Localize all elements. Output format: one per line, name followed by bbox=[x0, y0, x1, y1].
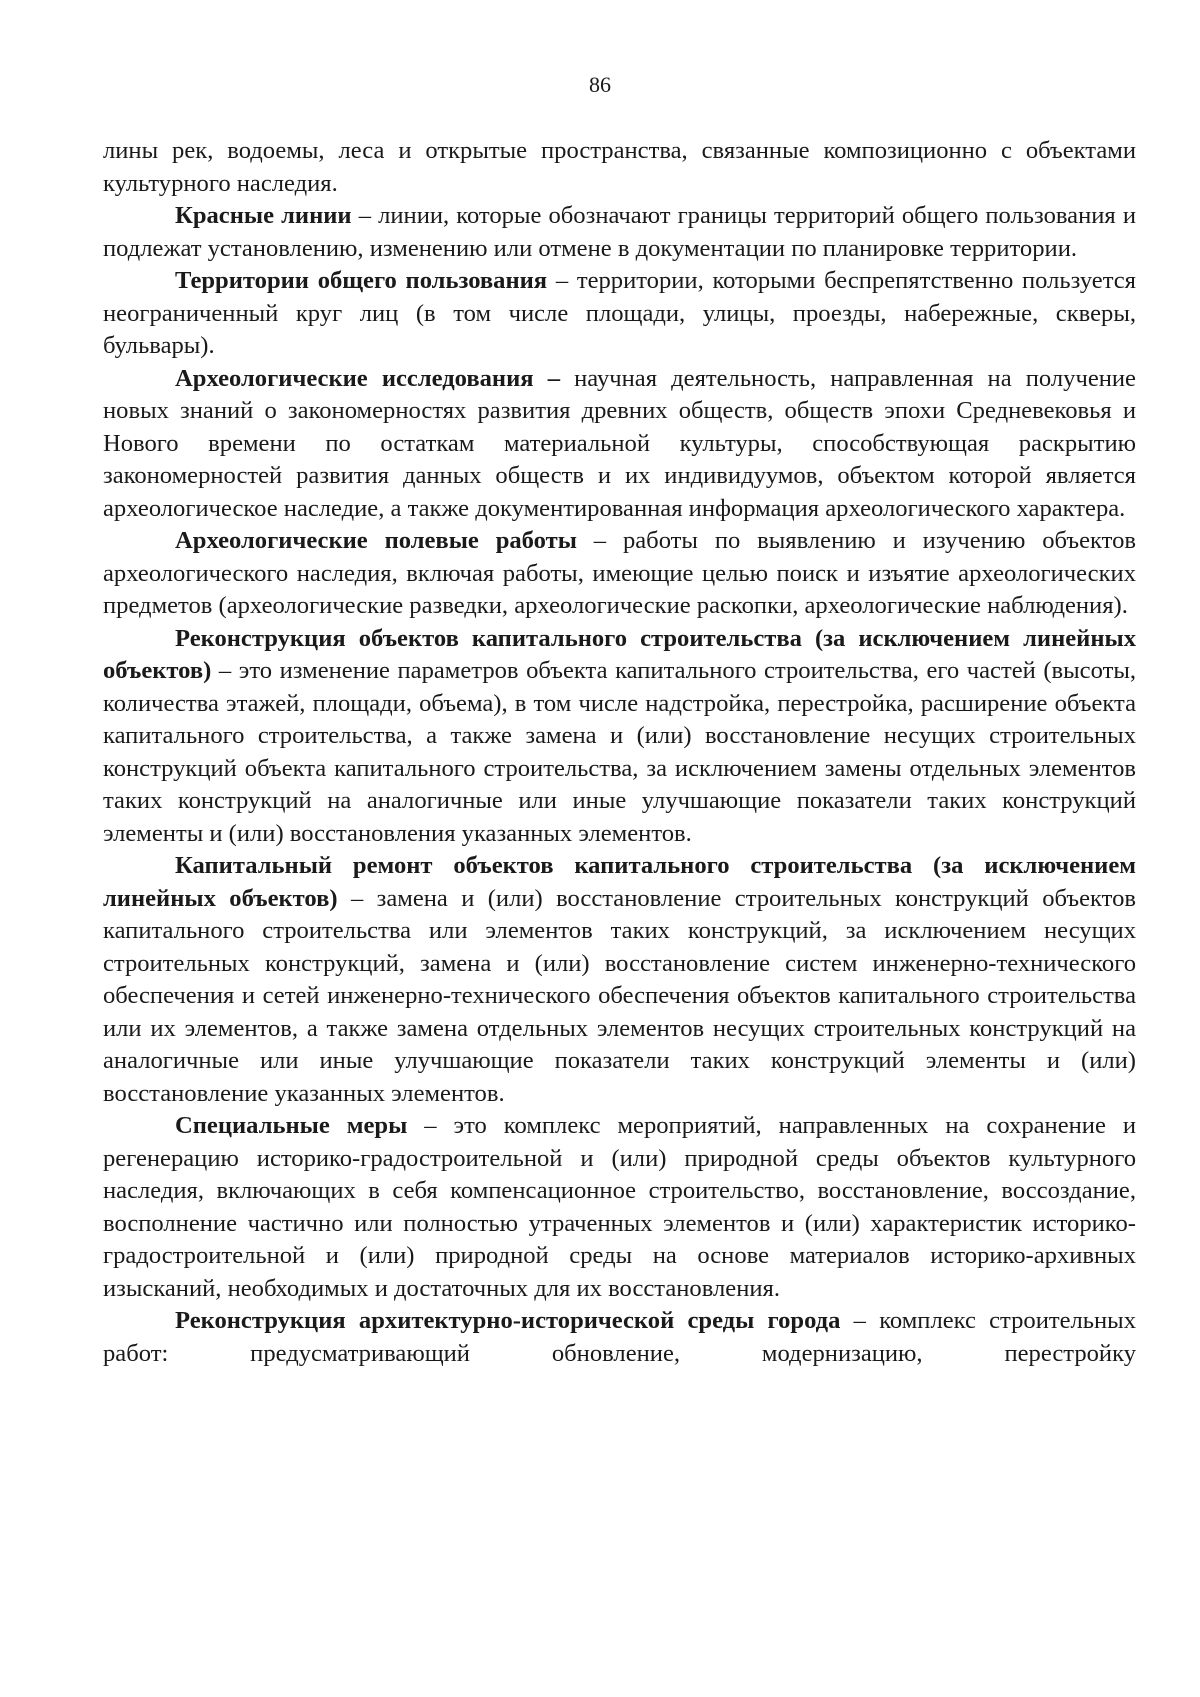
paragraph-term: Капитальный ремонт объектов капитального строительства (за исключением линейных объектов) bbox=[103, 852, 1136, 912]
paragraph-text: – это изменение параметров объекта капитального строительства, его частей (высоты, количества этажей, площади, объема), в том числе надстройка, перестройка, расширение объекта капитального строительства, а также замена и (или) восстановление несущих строительных конструкций объекта капитального строительства, за исключением замены отдельных элементов таких конструкций на аналогичные или иные улучшающие показатели таких конструкций элементы и (или) восстановления указанных элементов. bbox=[103, 657, 1136, 847]
paragraph-text: – замена и (или) восстановление строительных конструкций объектов капитального строительства или элементов таких конструкций, за исключением несущих строительных конструкций, замена и (или) восстановление систем инженерно-технического обеспечения и сетей инженерно-технического обеспечения объектов капитального строительства или их элементов, а также замена отдельных элементов несущих строительных конструкций на аналогичные или иные улучшающие показатели таких конструкций элементы и (или) восстановление указанных элементов. bbox=[103, 884, 1136, 1107]
paragraph-term: Специальные меры bbox=[175, 1112, 408, 1139]
paragraph-reconstruction bbox=[103, 623, 1136, 851]
paragraph-archaeological-research bbox=[103, 363, 1136, 526]
paragraph-term: Археологические полевые работы bbox=[175, 527, 577, 554]
paragraph-text: – комплекс строительных работ: предусматривающий обновление, модернизацию, перестройку bbox=[103, 1307, 1137, 1367]
paragraph-text: – территории, которыми беспрепятственно пользуется неограниченный круг лиц (в том числе площади, улицы, проезды, набережные, скверы, бульвары). bbox=[103, 267, 1136, 359]
paragraph-term: Археологические исследования – bbox=[175, 364, 560, 392]
paragraph-term: Красные линии bbox=[175, 202, 352, 229]
paragraph-red-lines bbox=[103, 200, 1136, 265]
paragraph-text: лины рек, водоемы, леса и открытые пространства, связанные композиционно с объектами культурного наследия. bbox=[103, 137, 1136, 197]
paragraph-text: – это комплекс мероприятий, направленных на сохранение и регенерацию историко-градостроительной и (или) природной среды объектов культурного наследия, включающих в себя компенсационное строительство, восстановление, воссоздание, восполнение частично или полностью утраченных элементов и (или) характеристик историко-градостроительной и (или) природной среды на основе материалов историко-архивных изысканий, необходимых и достаточных для их восстановления. bbox=[103, 1112, 1136, 1302]
paragraph-continuation bbox=[103, 135, 1136, 200]
paragraph-term: Реконструкция архитектурно-исторической среды города bbox=[175, 1307, 841, 1334]
paragraph-city-environment-reconstruction bbox=[103, 1305, 1136, 1370]
document-body bbox=[103, 135, 1136, 1370]
paragraph-special-measures bbox=[103, 1110, 1136, 1305]
paragraph-public-territories bbox=[103, 265, 1136, 363]
paragraph-term: Реконструкция объектов капитального строительства (за исключением линейных объектов) bbox=[103, 624, 1136, 684]
paragraph-archaeological-fieldwork bbox=[103, 525, 1136, 623]
page-number: 86 bbox=[589, 72, 611, 97]
paragraph-capital-repair bbox=[103, 850, 1136, 1110]
paragraph-term: Территории общего пользования bbox=[175, 267, 548, 294]
paragraph-text: – линии, которые обозначают границы территорий общего пользования и подлежат установлению, изменению или отмене в документации по планировке территории. bbox=[103, 202, 1136, 262]
paragraph-text: научная деятельность, направленная на получение новых знаний о закономерностях развития древних обществ, обществ эпохи Средневековья и Нового времени по остаткам материальной культуры, способствующая раскрытию закономерностей развития данных обществ и их индивидуумов, объектом которой является археологическое наследие, а также документированная информация археологического характера. bbox=[103, 364, 1136, 522]
paragraph-text: – работы по выявлению и изучению объектов археологического наследия, включая работы, имеющие целью поиск и изъятие археологических предметов (археологические разведки, археологические раскопки, археологические наблюдения). bbox=[103, 527, 1136, 619]
